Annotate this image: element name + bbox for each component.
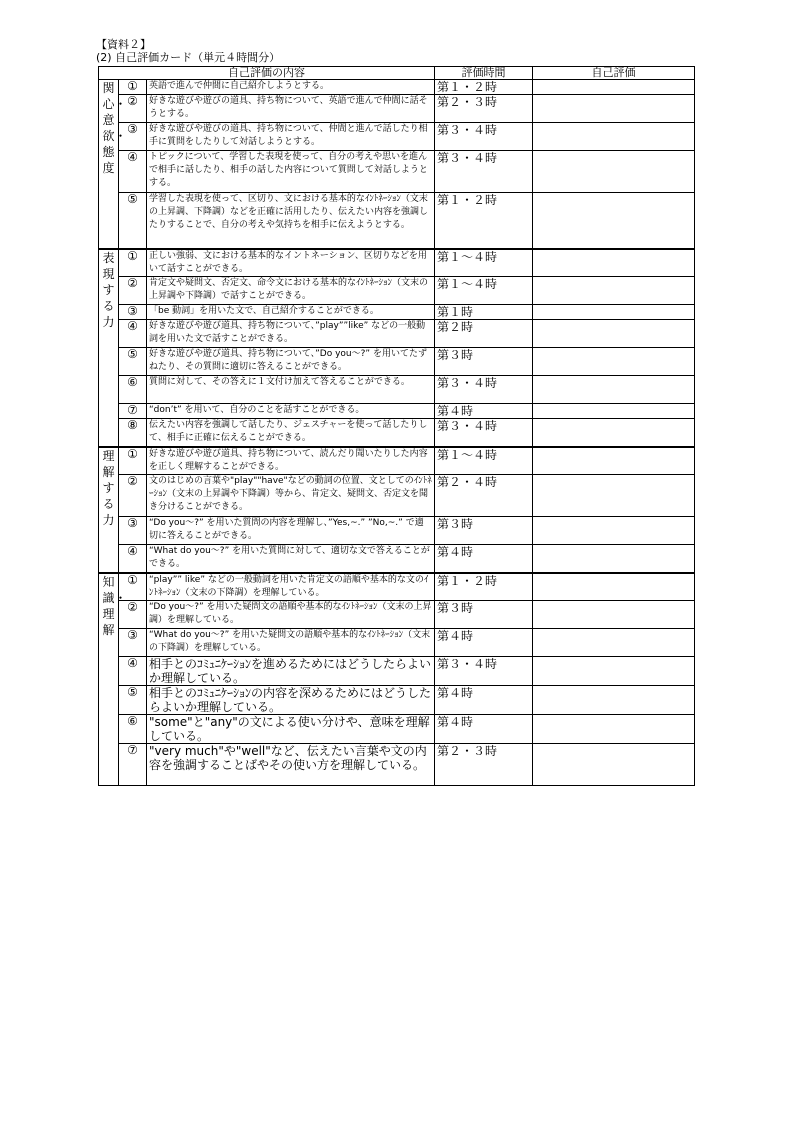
evaluation-time: 第４時 <box>435 629 533 657</box>
table-row <box>99 601 695 629</box>
table-row <box>99 123 695 151</box>
item-number: ⑤ <box>119 193 147 249</box>
evaluation-time: 第１～４時 <box>435 447 533 475</box>
self-evaluation-input-cell[interactable] <box>533 376 695 404</box>
document-title: (2) 自己評価カード（単元４時間分） <box>96 51 281 64</box>
evaluation-content: "some"と"any"の文による使い分けや、意味を理解している。 <box>147 715 435 744</box>
evaluation-time: 第３・４時 <box>435 376 533 404</box>
item-number: ① <box>119 573 147 601</box>
evaluation-time: 第１～４時 <box>435 249 533 277</box>
item-number: ④ <box>119 151 147 193</box>
self-evaluation-input-cell[interactable] <box>533 80 695 95</box>
evaluation-time: 第２・３時 <box>435 744 533 786</box>
self-evaluation-input-cell[interactable] <box>533 686 695 715</box>
evaluation-time: 第３時 <box>435 517 533 545</box>
evaluation-time: 第３時 <box>435 348 533 376</box>
item-number: ⑦ <box>119 744 147 786</box>
header-content: 自己評価の内容 <box>99 67 435 80</box>
table-row <box>99 277 695 305</box>
self-evaluation-input-cell[interactable] <box>533 277 695 305</box>
category-cell <box>99 573 127 786</box>
item-number: ③ <box>119 517 147 545</box>
self-evaluation-input-cell[interactable] <box>533 744 695 786</box>
item-number: ⑧ <box>119 419 147 447</box>
table-row <box>99 80 695 95</box>
self-evaluation-input-cell[interactable] <box>533 657 695 686</box>
table-row <box>99 545 695 573</box>
table-row <box>99 447 695 475</box>
evaluation-time: 第１～４時 <box>435 277 533 305</box>
item-number: ⑥ <box>119 376 147 404</box>
evaluation-content: 質問に対して、その答えに１文付け加えて答えることができる。 <box>147 376 435 404</box>
evaluation-content: 正しい強弱、文における基本的なイントネーション、区切りなどを用いて話すことができる。 <box>147 249 435 277</box>
category-cell <box>99 249 119 447</box>
item-number: ② <box>119 95 147 123</box>
evaluation-time: 第３・４時 <box>435 419 533 447</box>
self-evaluation-input-cell[interactable] <box>533 475 695 517</box>
header-self-eval: 自己評価 <box>533 67 695 80</box>
evaluation-content: 好きな遊びや遊び道具、持ち物について、読んだり聞いたりした内容を正しく理解することができる。 <box>147 447 435 475</box>
self-evaluation-input-cell[interactable] <box>533 123 695 151</box>
evaluation-content: 学習した表現を使って、区切り、文における基本的なｲﾝﾄﾈｰｼｮﾝ（文末の上昇調、下降調）などを正確に活用したり、伝えたい内容を強調したりすることで、自分の考えや気持ちを相手に伝えようとする。 <box>147 193 435 249</box>
evaluation-time: 第１・２時 <box>435 573 533 601</box>
item-number: ③ <box>119 123 147 151</box>
evaluation-content: 英語で進んで仲間に自己紹介しようとする。 <box>147 80 435 95</box>
evaluation-content: 伝えたい内容を強調して話したり、ジェスチャーを使って話したりして、相手に正確に伝えることができる。 <box>147 419 435 447</box>
self-evaluation-input-cell[interactable] <box>533 545 695 573</box>
evaluation-content: 相手とのｺﾐｭﾆｹｰｼｮﾝを進めるためにはどうしたらよいか理解している。 <box>147 657 435 686</box>
table-row <box>99 404 695 419</box>
table-row <box>99 629 695 657</box>
category-label: 関心・意欲・態度 <box>102 81 127 175</box>
item-number: ② <box>119 601 147 629</box>
evaluation-content: “Do you～?” を用いた疑問文の語順や基本的なｲﾝﾄﾈｰｼｮﾝ（文末の上昇調）を理解している。 <box>147 601 435 629</box>
item-number: ③ <box>119 629 147 657</box>
table-row <box>99 348 695 376</box>
evaluation-content: 文のはじめの言葉や"play""have"などの動詞の位置、文としてのｲﾝﾄﾈｰｼｮﾝ（文末の上昇調や下降調）等から、肯定文、疑問文、否定文を聞き分けることができる。 <box>147 475 435 517</box>
item-number: ④ <box>119 320 147 348</box>
table-row <box>99 376 695 404</box>
self-evaluation-input-cell[interactable] <box>533 249 695 277</box>
category-label: 表現する力 <box>102 250 115 329</box>
item-number: ④ <box>119 545 147 573</box>
evaluation-content: “Do you～?” を用いた質問の内容を理解し、”Yes,~.” ”No,~.” で適切に答えることができる。 <box>147 517 435 545</box>
evaluation-time: 第４時 <box>435 545 533 573</box>
evaluation-time: 第４時 <box>435 715 533 744</box>
table-row <box>99 249 695 277</box>
category-cell <box>99 447 119 573</box>
table-row <box>99 419 695 447</box>
item-number: ① <box>119 447 147 475</box>
item-number: ④ <box>119 657 147 686</box>
evaluation-content: “play”” like” などの一般動詞を用いた肯定文の語順や基本的な文のｲﾝﾄﾈｰｼｮﾝ（文末の下降調）を理解している。 <box>147 573 435 601</box>
self-evaluation-input-cell[interactable] <box>533 629 695 657</box>
evaluation-content: 好きな遊びや遊びの道具、持ち物について、英語で進んで仲間に話そうとする。 <box>147 95 435 123</box>
evaluation-content: "very much"や"well"など、伝えたい言葉や文の内容を強調することばやその使い方を理解している。 <box>147 744 435 786</box>
table-row <box>99 151 695 193</box>
self-evaluation-input-cell[interactable] <box>533 348 695 376</box>
category-label: 理解する力 <box>102 448 115 527</box>
table-row <box>99 715 695 744</box>
table-row <box>99 686 695 715</box>
evaluation-time: 第２・４時 <box>435 475 533 517</box>
category-cell <box>99 80 127 249</box>
evaluation-content: 好きな遊びや遊び道具、持ち物について、”play””like” などの一般動詞を用いた文で話すことができる。 <box>147 320 435 348</box>
table-row <box>99 95 695 123</box>
table-header-row <box>99 67 695 80</box>
table-row <box>99 320 695 348</box>
self-evaluation-input-cell[interactable] <box>533 447 695 475</box>
evaluation-content: トピックについて、学習した表現を使って、自分の考えや思いを進んで相手に話したり、相手の話した内容について質問して対話しようとする。 <box>147 151 435 193</box>
self-evaluation-input-cell[interactable] <box>533 601 695 629</box>
table-row <box>99 657 695 686</box>
item-number: ① <box>119 80 147 95</box>
item-number: ⑦ <box>119 404 147 419</box>
evaluation-content: 「be 動詞」を用いた文で、自己紹介することができる。 <box>147 305 435 320</box>
evaluation-time: 第４時 <box>435 404 533 419</box>
self-evaluation-input-cell[interactable] <box>533 573 695 601</box>
evaluation-time: 第１・２時 <box>435 193 533 249</box>
document-reference-label: 【資料２】 <box>96 38 151 51</box>
table-row <box>99 573 695 601</box>
self-evaluation-input-cell[interactable] <box>533 419 695 447</box>
item-number: ① <box>119 249 147 277</box>
self-evaluation-input-cell[interactable] <box>533 715 695 744</box>
evaluation-time: 第１時 <box>435 305 533 320</box>
self-evaluation-input-cell[interactable] <box>533 320 695 348</box>
self-evaluation-input-cell[interactable] <box>533 517 695 545</box>
self-evaluation-input-cell[interactable] <box>533 151 695 193</box>
table-row <box>99 193 695 249</box>
category-label: 知識・理解 <box>102 574 127 637</box>
evaluation-time: 第３時 <box>435 601 533 629</box>
evaluation-content: 相手とのｺﾐｭﾆｹｰｼｮﾝの内容を深めるためにはどうしたらよいか理解している。 <box>147 686 435 715</box>
evaluation-content: “What do you～?” を用いた質問に対して、適切な文で答えることができる。 <box>147 545 435 573</box>
evaluation-time: 第２・３時 <box>435 95 533 123</box>
evaluation-time: 第３・４時 <box>435 657 533 686</box>
evaluation-time: 第３・４時 <box>435 151 533 193</box>
header-eval-time: 評価時間 <box>435 67 533 80</box>
evaluation-content: 肯定文や疑問文、否定文、命令文における基本的なｲﾝﾄﾈｰｼｮﾝ（文末の上昇調や下降調）で話すことができる。 <box>147 277 435 305</box>
self-evaluation-input-cell[interactable] <box>533 193 695 249</box>
item-number: ⑤ <box>119 686 147 715</box>
evaluation-time: 第３・４時 <box>435 123 533 151</box>
evaluation-content: “don’t” を用いて、自分のことを話すことができる。 <box>147 404 435 419</box>
self-evaluation-input-cell[interactable] <box>533 305 695 320</box>
item-number: ③ <box>119 305 147 320</box>
table-row <box>99 744 695 786</box>
item-number: ② <box>119 277 147 305</box>
item-number: ⑤ <box>119 348 147 376</box>
self-evaluation-table <box>98 66 695 786</box>
self-evaluation-input-cell[interactable] <box>533 404 695 419</box>
evaluation-time: 第２時 <box>435 320 533 348</box>
evaluation-content: 好きな遊びや遊び道具、持ち物について、”Do you～?” を用いてたずねたり、その質問に適切に答えることができる。 <box>147 348 435 376</box>
table-row <box>99 305 695 320</box>
table-row <box>99 475 695 517</box>
table-row <box>99 517 695 545</box>
self-evaluation-input-cell[interactable] <box>533 95 695 123</box>
item-number: ⑥ <box>119 715 147 744</box>
evaluation-time: 第４時 <box>435 686 533 715</box>
evaluation-time: 第１・２時 <box>435 80 533 95</box>
evaluation-content: 好きな遊びや遊びの道具、持ち物について、仲間と進んで話したり相手に質問をしたりして対話しようとする。 <box>147 123 435 151</box>
evaluation-content: “What do you～?” を用いた疑問文の語順や基本的なｲﾝﾄﾈｰｼｮﾝ（文末の下降調）を理解している。 <box>147 629 435 657</box>
item-number: ② <box>119 475 147 517</box>
